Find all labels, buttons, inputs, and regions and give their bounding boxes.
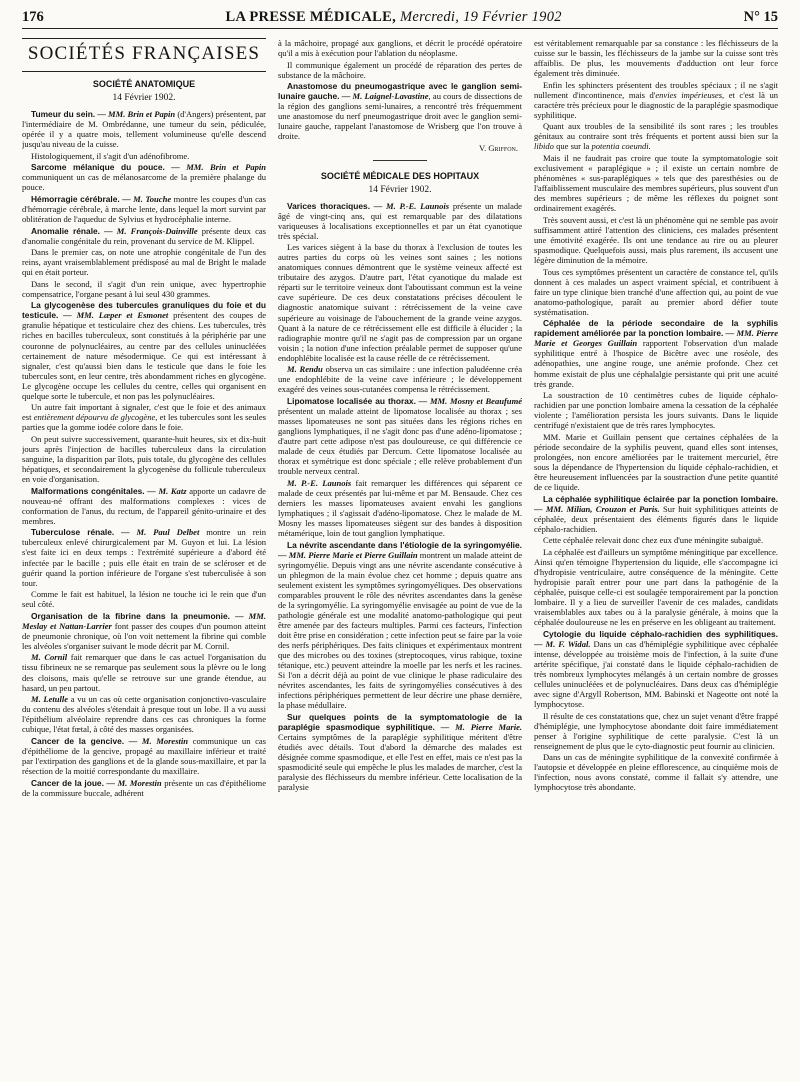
column-3 — [534, 38, 778, 1078]
text-run: observa un cas similaire : une infection paludéenne créa une endophlébite de la veine cave inférieure ; le développement exagéré des veines sous-cutanées compensa le rétrécissement. — [278, 364, 522, 395]
report-authors: — M. Paul Delbet — [121, 527, 200, 538]
body-paragraph: Dans un cas de méningite syphilitique de la convexité confirmée à l'autopsie et développée en pleine efflorescence, au cinquième mois de l'infection, nous avons constaté, comme il fallait s'y attendre, une lymphocytose très abondante. — [534, 752, 778, 793]
report-paragraph — [22, 162, 266, 192]
text-run: que sur la — [556, 141, 590, 152]
journal-name: LA PRESSE MÉDICALE, — [225, 8, 397, 25]
session-date: 14 Février 1902. — [368, 184, 432, 195]
body-paragraph — [22, 652, 266, 692]
body-paragraph — [534, 121, 778, 151]
report-text: Sur huit syphilitiques atteints de céphalée, deux présentaient des éléments figurés dans le liquide céphalo-rachidien. — [534, 503, 778, 534]
report-title: Lipomatose localisée au thorax. — [287, 395, 416, 406]
report-paragraph — [278, 712, 522, 792]
report-paragraph — [22, 527, 266, 587]
body-paragraph: La soustraction de 10 centimètres cubes de liquide céphalo-rachidien par une ponction lombaire amena la cessation de la céphalée violente ; l'amélioration persista les jours suivants. Dans le liquide centrifugé n'existaient que de très rares lymphocytes. — [534, 390, 778, 431]
report-authors: — M. Morestin — [106, 777, 162, 788]
report-title: Cancer de la gencive. — [31, 735, 125, 746]
report-authors: — MM. Brin et Papin — [97, 109, 176, 119]
body-paragraph: Histologiquement, il s'agit d'un adénofibrome. — [31, 150, 190, 161]
session-date: 14 Février 1902. — [112, 93, 176, 103]
text-run: Enfin les sphincters présentent des troubles spéciaux ; il ne s'agit nullement d'incontinence, mais d' — [534, 79, 778, 100]
report-authors: — MM. Mosny et Beaufumé — [418, 395, 522, 406]
column-1 — [22, 38, 266, 1078]
body-paragraph: Dans le premier cas, on note une atrophie congénitale de l'un des reins, ayant vraisemblablement prédisposé au mal de Bright le malade qui en était porteur. — [22, 247, 266, 278]
emphasis: entièrement dépourvu de glycogène — [33, 412, 156, 423]
body-paragraph — [22, 402, 266, 432]
report-signature: V. Griffon. — [479, 143, 518, 154]
body-paragraph: est véritablement remarquable par sa constance : les fléchisseurs de la cuisse sur le bassin, les fléchisseurs de la jambe sur la cuisse sont très affaiblis. De plus, les mouvements d'adduction ont leur force également très diminuée. — [534, 38, 778, 79]
body-paragraph — [534, 80, 778, 120]
report-title: La glycogenèse des tubercules granuliques du foie et du testicule. — [22, 300, 266, 321]
body-paragraph: Il communique également un procédé de réparation des pertes de substance de la mâchoire. — [278, 59, 522, 80]
column-2 — [278, 38, 522, 1078]
body-paragraph: Mais il ne faudrait pas croire que toute la symptomatologie soit exclusivement « paraplégique » ; il existe un certain nombre de phénomènes « sus-paraplégiques » tels que des paresthésies ou de l'affaiblissement musculaire des membres supérieurs, plus souvent d'un des membres supérieurs ; de même les réflexes du poignet sont ordinairement exagérés. — [534, 153, 778, 214]
report-paragraph — [22, 736, 266, 776]
report-authors: — M. François-Dainville — [104, 225, 198, 236]
report-authors: — M. Laignel-Lavastine — [341, 91, 429, 102]
report-paragraph — [22, 194, 266, 224]
body-paragraph: On peut suivre successivement, quarante-huit heures, six et dix-huit jours après l'injection de bacilles tuberculeux dans la circulation sanguine, la disparition par îlots, puis totale, du glycogène des cellules hépatiques, et secondairement la glycogenèse du follicule tuberculeux en voie d'organisation. — [22, 433, 266, 485]
report-authors: — M. Pierre Marie. — [440, 721, 522, 732]
text-run: Un autre fait important à signaler, c'est que le foie et des animaux est — [22, 402, 266, 423]
speaker-name: M. Cornil — [31, 652, 68, 663]
report-text: font passer des coupes d'un poumon atteint de pneumonie chronique, où l'on voit nettement la fibrine qui comble les alvéoles s'organiser suivant le mode décrit par M. Cornil. — [22, 620, 266, 651]
emphasis: potentia coeundi. — [591, 141, 651, 152]
body-paragraph: MM. Marie et Guillain pensent que certaines céphalées de la période secondaire de la syphilis peuvent, quand elles sont intenses, prolongées, non encore améliorées par le traitement mercuriel, être sous la dépendance de l'hypertension du liquide céphalo-rachidien, et être heureusement influencées par la soustraction d'une petite quantité de ce liquide. — [534, 431, 778, 493]
section-masthead: SOCIÉTÉS FRANÇAISES — [22, 38, 266, 72]
report-text: présentent un malade atteint de lipomatose localisée au thorax ; ses masses lipomateuses ne sont pas situées dans les régions riches en ganglions lymphatiques, il ne s'agit donc pas d'une adéno-lipomatose ; d'autre part cette adipose n'est pas douloureuse, ce qui différencie ce malade de ceux étudiés par Dercum. Cette lipomatose localisée au thorax et symétrique est donc spéciale ; elle relève probablement d'un trouble nerveux central. — [278, 405, 522, 477]
report-text: communiquent un cas de mélanosarcome de la première phalange du pouce. — [22, 172, 266, 193]
report-text: présente un malade âgé de vingt-cinq ans, qui est remarquable par des dilatations variqueuses à localisations exceptionnelles et par un état cyanotique très spécial. — [278, 200, 522, 241]
report-authors: — MM. Læper et Esmonet — [63, 310, 169, 321]
text-run: , et c'est là un caractère très précieux pour le diagnostic de la paraplégie spasmodique syphilitique. — [534, 89, 778, 120]
speaker-name: M. Letulle — [31, 694, 69, 705]
report-authors: — M. F. Widal. — [534, 638, 591, 649]
report-text: Certains symptômes de la paraplégie syphilitique méritent d'être étudiés avec détails. Tout d'abord la démarche des malades est désignée comme spasmodique, et elle l'est en effet, mais ce n'est pas la spasmodicité seule qui empêche le plus les malades de marcher, c'est la paralysie des fléchisseurs du membre inférieur. Cette localisation de la paralysie — [278, 731, 522, 793]
report-text: montre un rein tuberculeux enlevé chirurgicalement par M. Guyon et lui. La lésion s'est faite ici en deux temps : l'extrémité supérieure a d'abord été infectée par le bacille ; puis elle était en train de se scléroser et de guérir quand la portion inférieure de l'organe s'est tuberculisée à son tour. — [22, 527, 266, 588]
report-paragraph — [534, 318, 778, 388]
society-heading: SOCIÉTÉ MÉDICALE DES HOPITAUX — [320, 170, 480, 181]
body-paragraph: Cette céphalée relevait donc chez eux d'une méningite subaiguë. — [543, 535, 764, 546]
page-number: 176 — [22, 8, 44, 25]
text-run: fait remarquer les différences qui séparent ce malade de ceux présentés par lui-même et par M. Bensaude. Chez ces derniers les masses lipomateuses avaient envahi les ganglions lymphatiques ; il s'agissait d'adéno-lipomatose. Chez le malade de M. Mosny les masses lipomateuses siègent sur des bandes à disposition métamérique, loin de tout ganglion lymphatique. — [278, 477, 522, 539]
report-paragraph — [22, 611, 266, 651]
report-authors: — MM. Brin et Papin — [171, 162, 266, 173]
report-text: présente deux cas d'anomalie congénitale du rein, provenant du service de M. Klippel. — [22, 225, 266, 246]
text-run: fait remarquer que dans le cas actuel l'organisation du tissu fibrineux ne se remarque pas seulement sous la plèvre ou le long des cloisons, mais qu'elle se retrouve sur une grande étendue, au hasard, un peu partout. — [22, 652, 266, 693]
report-text: (d'Angers) présentent, par l'intermédiaire de M. Ombrédanne, une tumeur du sein, pédiculée, opérée il y a quatre mois, tellement volumineuse qu'elle descend jusqu'au niveau de la cuisse. — [22, 109, 266, 150]
emphasis: libido — [534, 141, 554, 152]
report-authors: — M. Touche — [122, 193, 172, 204]
report-text: Dans un cas d'hémiplégie syphilitique avec céphalée intense, développée au troisième mois de l'infection, à la suite d'une artérite spécifique, j'ai constaté dans le liquide céphalo-rachidien de très nombreux lymphocytes mélangés à un certain nombre de grosses cellules uninucléées et de polynucléaires. Dans deux cas d'hémiplégie avec signe d'Argyll Robertson, MM. Babinski et Nageotte ont noté la lymphocytose. — [534, 638, 778, 709]
report-title: Sur quelques points de la symptomatologie de la paraplégie spasmodique syphilitique. — [278, 711, 522, 732]
text-run: a vu un cas où cette organisation conjonctivo-vasculaire du contenu des alvéoles s'étendait à presque tout un lobe. Il a vu aussi l'épithélium alvéolaire reprendre dans ces cas chroniques la forme cubique, l'état fœtal, à côté des masses organisées. — [22, 694, 266, 735]
body-paragraph: Très souvent aussi, et c'est là un phénomène qui ne semble pas avoir suffisamment attiré l'attention des cliniciens, ces malades présentent une émotivité exagérée. Ils ont une tendance au rire ou au pleurer spasmodique. Quelquefois aussi, mais plus rarement, ils accusent une légère diminution de la mémoire. — [534, 214, 778, 265]
issue-number: N° 15 — [743, 8, 778, 25]
report-authors: — MM. Milian, Crouzon et Paris. — [534, 503, 660, 514]
report-paragraph — [278, 81, 522, 141]
report-title: Sarcome mélanique du pouce. — [31, 162, 165, 173]
running-header — [22, 6, 778, 29]
report-text: présentent des coupes de granulie hépatique et testiculaire chez des chiens. Les tubercules, très riches en bacilles tuberculeux, sont constitués à la périphérie par une couronne de polynucléaires, au centre par des cellules uninucléées certainement de nature mésodermique. Ce qui est intéressant à signaler, c'est qu'aussi bien dans le testicule que dans le foie les tubercules sont, en leur centre, très abondamment riches en glycogène. Le glycogène occupe les cellules du centre, celles qui organisent en quelque sorte le tubercule, et non pas les polynucléaires. — [22, 310, 266, 401]
report-text: présente un cas d'épithéliome de la commissure buccale, adhérent — [22, 777, 266, 798]
text-run: Quant aux troubles de la sensibilité ils sont rares ; les troubles génitaux au contraire sont très fréquents et portent aussi bien sur la — [534, 121, 778, 142]
issue-date: Mercredi, 19 Février 1902 — [399, 8, 562, 25]
report-title: Varices thoraciques. — [287, 200, 371, 211]
society-heading: SOCIÉTÉ ANATOMIQUE — [92, 79, 196, 89]
report-paragraph — [278, 201, 522, 241]
report-paragraph — [22, 300, 266, 400]
report-text: montrent un malade atteint de syringomyélie. Depuis vingt ans une névrite ascendante consécutive à un phlegmon de la main évolue chez cet homme ; depuis quatre ans seulement existent les symptômes syringomyéliques. Des observations comparables prouvent le rôle des névrites ascendantes dans la genèse de la syringomyélie. La syringomyélie envisagée au point de vue de la pathologie générale est une modalité anatomo-pathologique qui peut être amenée par des facteurs multiples. Parmi ces facteurs, l'infection doit être prise en considération ; cette infection peut se faire par la voie des nerfs périphériques. Des faits cliniques et expérimentaux montrent que des microbes ou des toxines (streptocoques, virus rabique, toxine tétanique, etc.) peuvent atteindre la moelle par les nerfs et les racines. Si l'on a décrit déjà au point de vue clinique le phase radiculaire des névrites ascendantes, les faits de syringomyélies consécutives à des infections périphériques permettent de leur décrire une phase dernière, la phase médullaire. — [278, 549, 522, 711]
report-title: Tumeur du sein. — [31, 109, 96, 119]
report-title: Anomalie rénale. — [31, 225, 101, 236]
report-text: communique un cas d'épithéliome de la gencive, propagé au maxillaire inférieur et traité par l'extirpation des ganglions et de la glande sous-maxillaire, et par la résection de la moitié correspondante du maxillaire. — [22, 735, 266, 776]
report-title: Organisation de la fibrine dans la pneumonie. — [31, 610, 230, 621]
report-paragraph — [278, 540, 522, 711]
report-paragraph — [278, 396, 522, 476]
report-authors: — M. P.-E. Launois — [373, 200, 450, 211]
report-paragraph — [534, 629, 778, 709]
body-paragraph: Il résulte de ces constatations que, chez un sujet venant d'être frappé d'hémiplégie, une lymphocytose abondante doit faire immédiatement penser à l'origine syphilitique de cette paralysie. C'est là un renseignement de plus que le cyto-diagnostic peut fournir au clinicien. — [534, 710, 778, 751]
report-paragraph — [534, 494, 778, 534]
report-authors: — M. Morestin — [128, 735, 189, 746]
report-authors: — MM. Pierre Marie et Pierre Guillain — [278, 549, 418, 560]
report-text: , au cours de dissections de la région des ganglions semi-lunaires, a rencontré très fréquemment une anastomose du nerf pneumogastrique droit avec le ganglion semi-lunaire gauche, rappelant l'anastomose de Wrisberg que l'on trouve à droite. — [278, 91, 522, 142]
report-title: Hémorragie cérébrale. — [31, 193, 120, 204]
body-paragraph: Dans le second, il s'agit d'un rein unique, avec hypertrophie compensatrice, l'organe pesant à lui seul 430 grammes. — [22, 278, 266, 299]
report-text: montre les coupes d'un cas d'hémorragie cérébrale, à marche lente, dans lequel la mort survint par oblitération de l'aqueduc de Sylvius et hydrocéphalie interne. — [22, 193, 266, 224]
report-paragraph — [22, 109, 266, 149]
text-run: , et les tubercules sont les seules parties que la gomme iodée colore dans le foie. — [22, 412, 266, 433]
report-title: Anastomose du pneumogastrique avec le ganglion semi-lunaire gauche. — [278, 81, 522, 102]
body-paragraph: Les varices siègent à la base du thorax à l'exclusion de toutes les autres parties du corps où les veines sont saines ; les notions anatomiques connues démontrent que le système veineux affecté est tributaire des azygos. D'autre part, l'état cyanotique du malade est réparti sur le territoire veineux dont l'aboutissant commun est la veine cave supérieure. De ces deux constatations précises découlent le diagnostic anatomique suivant : rétrécissement de la veine cave supérieure au voisinage de l'abouchement de la grande veine azygos. Quant à la nature de ce rétrécissement elle est difficile à élucider ; la radiographie montre qu'il ne s'agit pas de compression par un organe voisin ; la notion d'une infection préalable permet de supposer qu'une endophlébite localisée est la cause réelle de ce rétrécissement. — [278, 242, 522, 363]
report-authors: — MM. Pierre Marie et Georges Guillain — [534, 328, 778, 349]
report-title: Tuberculose rénale. — [31, 527, 115, 538]
report-title: La névrite ascendante dans l'étiologie de la syringomyélie. — [287, 539, 522, 550]
report-title: Malformations congénitales. — [31, 485, 145, 496]
body-paragraph — [22, 694, 266, 734]
report-title: Céphalée de la période secondaire de la syphilis rapidement améliorée par la ponction lombaire. — [534, 318, 778, 339]
report-paragraph — [22, 778, 266, 798]
body-paragraph: à la mâchoire, propagé aux ganglions, et décrit le procédé opératoire qu'il a mis à exécution pour l'ablation du néoplasme. — [278, 38, 522, 59]
journal-title-line — [226, 9, 562, 26]
report-paragraph — [22, 226, 266, 246]
section-divider — [373, 160, 427, 161]
report-title: Cytologie du liquide céphalo-rachidien des syphilitiques. — [543, 628, 778, 639]
emphasis: envies impérieuses — [655, 89, 723, 100]
speaker-name: M. P.-E. Launois — [287, 477, 352, 488]
report-authors: — MM. Meslay et Nattan-Larrier — [22, 610, 266, 631]
body-paragraph — [278, 364, 522, 394]
body-paragraph: La céphalée est d'ailleurs un symptôme méningitique par excellence. Ainsi qu'en témoigne l'hypertension du liquide, elle s'accompagne ici d'hydropisie ventriculaire, autre conséquence de la méningite. Cette hydropisie paraît entrer pour une part dans la pathogénie de la céphalée, puisque celle-ci est soulagée temporairement par la ponction lombaire. Il y a lieu de surveiller l'avenir de ces malades, candidats vraisemblables aux tabes ou à la paralysie générale, à moins que la céphalée douloureuse ne les en préserve en les obligeant au traitement. — [534, 546, 778, 628]
report-text: rapportent l'observation d'un malade syphilitique entré à l'hospice de Bicêtre avec une roséole, des adénopathies, une angine rouge, une anémie profonde. Chez cet homme existait de plus une céphalalgie persistante qui prit une acuité très grande. — [534, 338, 778, 389]
speaker-name: M. Rendu — [287, 364, 323, 375]
report-paragraph — [22, 486, 266, 526]
report-title: La céphalée syphilitique éclairée par la ponction lombaire. — [543, 493, 778, 504]
body-paragraph: Tous ces symptômes présentent un caractère de constance tel, qu'ils donnent à ces malades un aspect vraiment spécial, et contribuent à faire un type clinique bien tranché d'une affection qui, au point de vue anatomo-pathologique, paraît au premier abord défier toute systématisation. — [534, 266, 778, 317]
report-authors: — M. Katz — [147, 485, 187, 496]
body-paragraph: Comme le fait est habituel, la lésion ne touche ici le rein que d'un seul côté. — [22, 589, 266, 610]
report-text: apporte un cadavre de nouveau-né offrant des malformations complexes : vices de conformation de l'anus, du rectum, de l'appareil génito-urinaire et des membres. — [22, 485, 266, 526]
body-paragraph — [278, 478, 522, 538]
article-columns — [22, 38, 778, 1078]
report-title: Cancer de la joue. — [31, 777, 104, 788]
